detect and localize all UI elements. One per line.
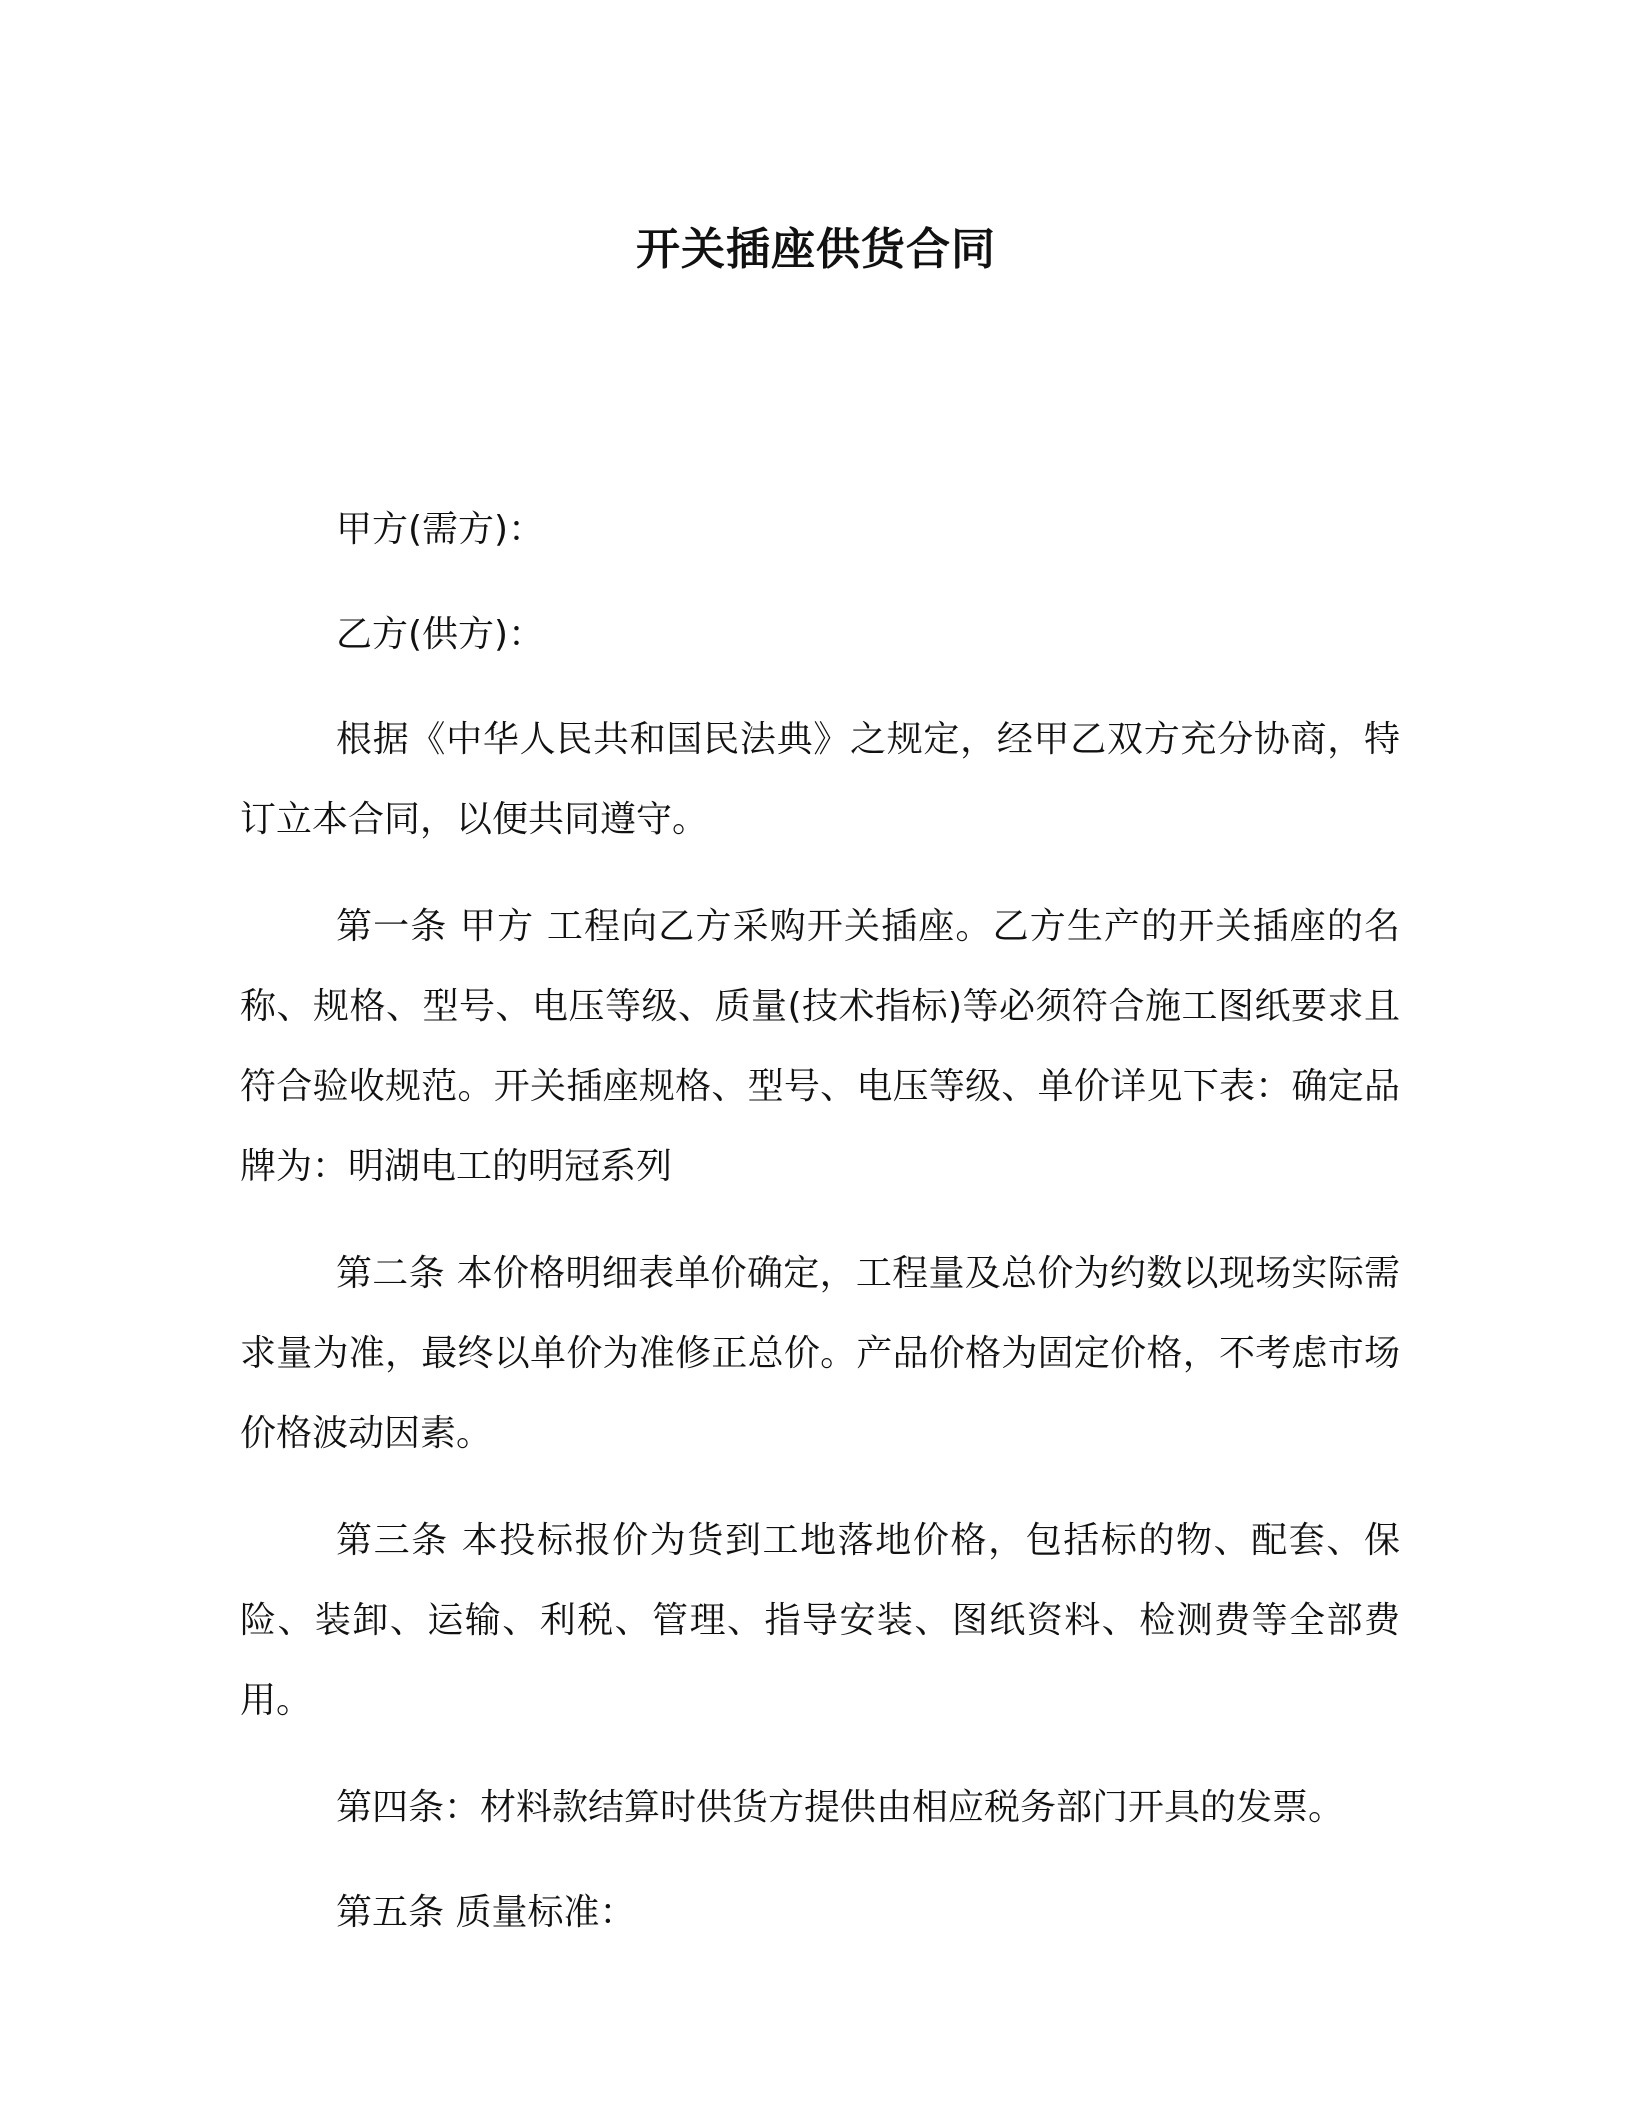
article-3-paragraph: 第三条 本投标报价为货到工地落地价格，包括标的物、配套、保险、装卸、运输、利税、管理、指导安装、图纸资料、检测费等全部费用。 xyxy=(240,1520,1400,1721)
party-b-line: 乙方(供方)： xyxy=(336,614,545,655)
article-4-paragraph: 第四条：材料款结算时供货方提供由相应税务部门开具的发票。 xyxy=(336,1787,1345,1828)
document-body xyxy=(240,490,1400,1980)
article-1-paragraph: 第一条 甲方 工程向乙方采购开关插座。乙方生产的开关插座的名称、规格、型号、电压等级、质量(技术指标)等必须符合施工图纸要求且符合验收规范。开关插座规格、型号、电压等级、单价详见下表：确定品牌为：明湖电工的明冠系列 xyxy=(240,906,1400,1187)
document-title: 开关插座供货合同 xyxy=(636,224,996,275)
party-a-line: 甲方(需方)： xyxy=(336,509,545,550)
article-5-paragraph: 第五条 质量标准： xyxy=(336,1892,636,1933)
article-2-paragraph: 第二条 本价格明细表单价确定，工程量及总价为约数以现场实际需求量为准，最终以单价为准修正总价。产品价格为固定价格，不考虑市场价格波动因素。 xyxy=(240,1253,1400,1454)
preamble-paragraph: 根据《中华人民共和国民法典》之规定，经甲乙双方充分协商，特订立本合同，以便共同遵守。 xyxy=(240,719,1400,840)
